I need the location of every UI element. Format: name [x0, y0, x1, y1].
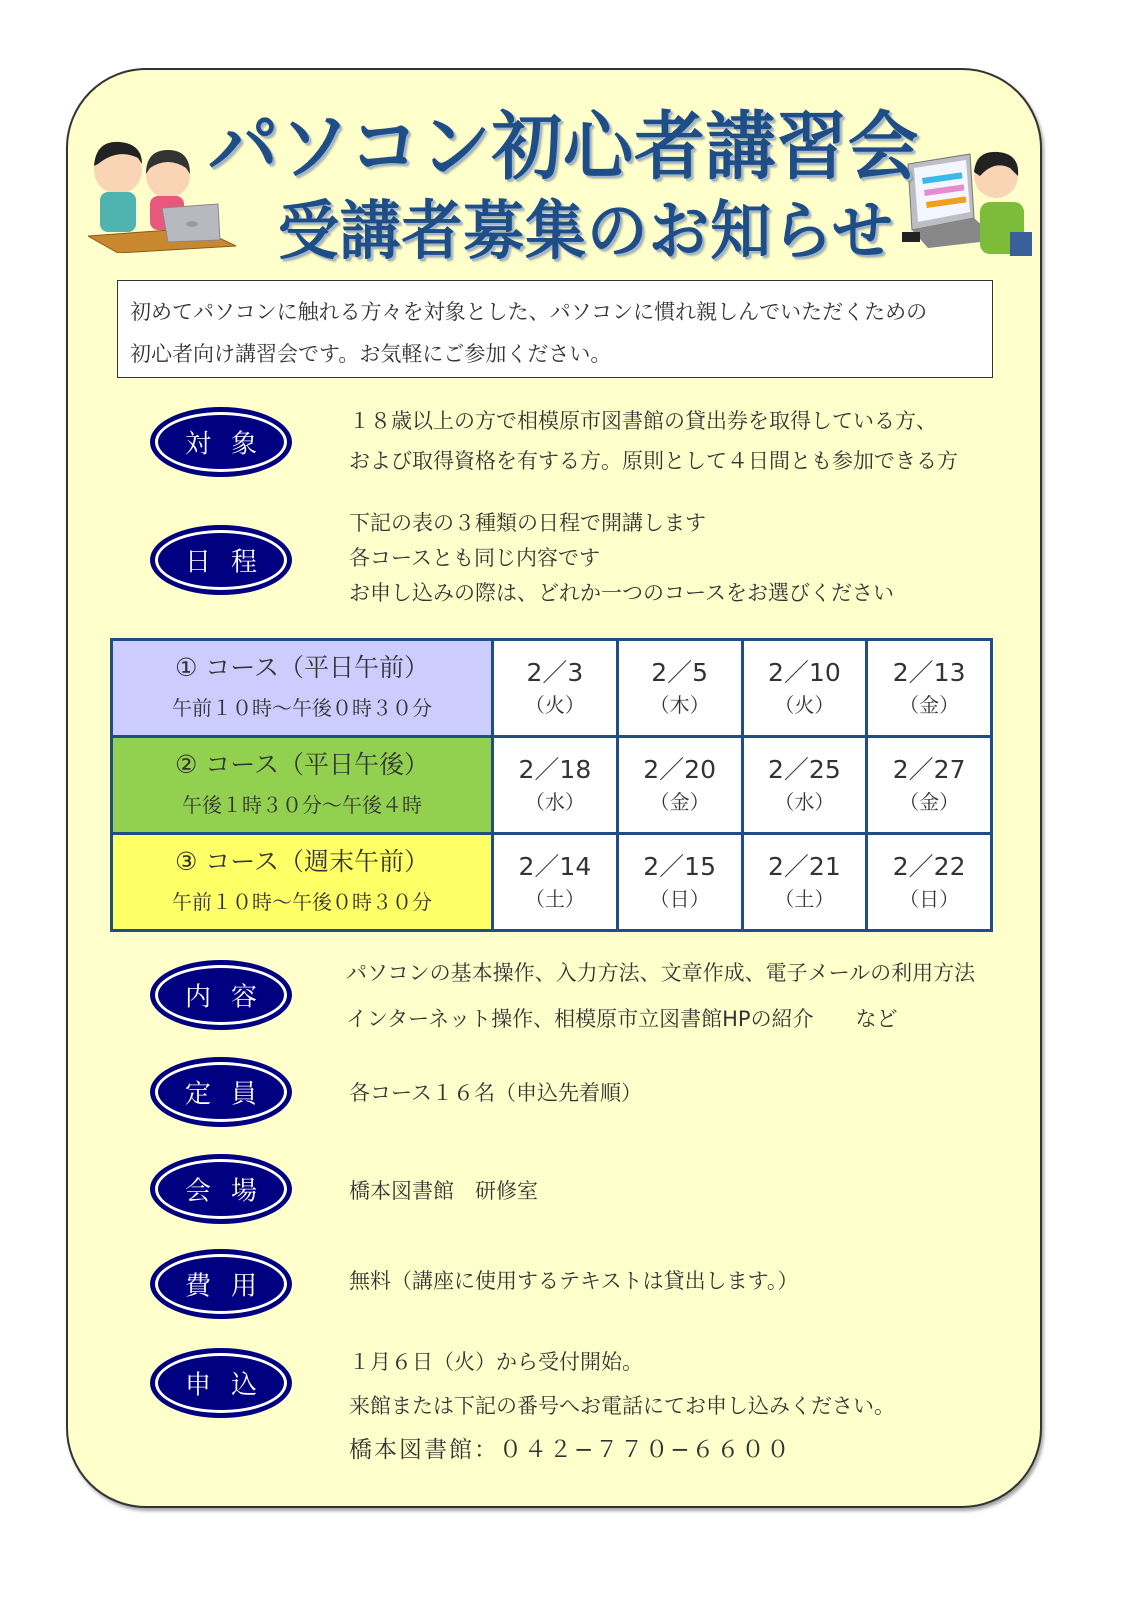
badge-label: 費用: [184, 1271, 277, 1302]
date: 2／10: [768, 658, 841, 687]
fee-text: [349, 1261, 798, 1301]
weekday: （火）: [524, 693, 585, 717]
intro-line-2: 初心者向け講習会です。お気軽にご参加ください。: [130, 342, 612, 366]
weekday: （金）: [899, 693, 960, 717]
date: 2／5: [651, 658, 709, 687]
date-cell: [867, 834, 992, 931]
date: 2／21: [768, 852, 841, 881]
text-line: パソコンの基本操作、入力方法、文章作成、電子メールの利用方法: [346, 961, 976, 985]
badge-schedule: [150, 525, 292, 595]
badge-label: 内容: [184, 982, 277, 1013]
text-line: １８歳以上の方で相模原市図書館の貸出券を取得している方、: [349, 409, 937, 433]
text-line: インターネット操作、相模原市立図書館HPの紹介 など: [346, 1007, 898, 1031]
weekday: （日）: [649, 887, 710, 911]
date: 2／15: [643, 852, 716, 881]
weekday: （水）: [774, 790, 835, 814]
badge-capacity: [150, 1057, 292, 1127]
date: 2／3: [526, 658, 584, 687]
course-name: ③ コース（週末午前）: [174, 847, 430, 876]
badge-label: 申込: [184, 1370, 277, 1401]
course-time: 午前１０時〜午後０時３０分: [172, 890, 432, 914]
text-line: 来館または下記の番号へお電話にてお申し込みください。: [349, 1394, 895, 1418]
table-row: [112, 737, 992, 834]
schedule-table: [110, 638, 993, 932]
target-text: [349, 401, 958, 481]
text-line: 各コースとも同じ内容です: [349, 546, 600, 570]
badge-label: 定員: [184, 1079, 277, 1110]
weekday: （日）: [899, 887, 960, 911]
table-row: [112, 834, 992, 931]
date: 2／20: [643, 755, 716, 784]
table-row: [112, 640, 992, 737]
apply-text: [349, 1340, 895, 1472]
weekday: （金）: [649, 790, 710, 814]
course-cell: [112, 640, 493, 737]
content-text: [346, 950, 975, 1042]
text-line: 無料（講座に使用するテキストは貸出します。）: [349, 1269, 799, 1293]
course-name: ② コース（平日午後）: [174, 750, 430, 779]
weekday: （火）: [774, 693, 835, 717]
date: 2／22: [892, 852, 966, 881]
badge-label: 日程: [184, 547, 277, 578]
date-cell: [742, 640, 867, 737]
date-cell: [742, 834, 867, 931]
date: 2／13: [892, 658, 966, 687]
text-line: および取得資格を有する方。原則として４日間とも参加できる方: [349, 449, 958, 473]
capacity-text: [349, 1073, 642, 1113]
badge-label: 対象: [184, 429, 277, 460]
badge-venue: [150, 1154, 292, 1224]
date-cell: [617, 640, 742, 737]
date: 2／18: [518, 755, 592, 784]
weekday: （水）: [524, 790, 585, 814]
weekday: （土）: [774, 887, 835, 911]
badge-fee: [150, 1249, 292, 1319]
badge-label: 会場: [184, 1176, 277, 1207]
text-line: 橋本図書館 研修室: [349, 1179, 538, 1203]
venue-text: [349, 1171, 538, 1211]
date-cell: [617, 737, 742, 834]
schedule-text: [349, 506, 894, 611]
badge-apply: [150, 1348, 292, 1418]
badge-content: [150, 960, 292, 1030]
course-cell: [112, 834, 493, 931]
page-title: パソコン初心者講習会: [208, 104, 920, 190]
weekday: （土）: [524, 887, 585, 911]
course-time: 午前１０時〜午後０時３０分: [172, 696, 432, 720]
page-subtitle: 受講者募集のお知らせ: [278, 195, 894, 269]
course-time: 午後１時３０分〜午後４時: [182, 793, 422, 817]
intro-box: [117, 280, 993, 378]
date-cell: [617, 834, 742, 931]
date-cell: [867, 737, 992, 834]
date-cell: [493, 834, 618, 931]
course-cell: [112, 737, 493, 834]
weekday: （金）: [899, 790, 960, 814]
course-name: ① コース（平日午前）: [174, 653, 430, 682]
badge-target: [150, 407, 292, 477]
date-cell: [742, 737, 867, 834]
weekday: （木）: [649, 693, 710, 717]
text-line: １月６日（火）から受付開始。: [349, 1350, 643, 1374]
date-cell: [493, 640, 618, 737]
date: 2／27: [892, 755, 966, 784]
date: 2／14: [518, 852, 592, 881]
date-cell: [493, 737, 618, 834]
text-line: お申し込みの際は、どれか一つのコースをお選びください: [349, 581, 894, 605]
phone-number: 橋本図書館：０４２−７７０−６６００: [349, 1437, 792, 1463]
date-cell: [867, 640, 992, 737]
text-line: 各コース１６名（申込先着順）: [349, 1081, 642, 1105]
intro-line-1: 初めてパソコンに触れる方々を対象とした、パソコンに慣れ親しんでいただくための: [130, 300, 928, 324]
text-line: 下記の表の３種類の日程で開講します: [349, 511, 706, 535]
date: 2／25: [768, 755, 841, 784]
